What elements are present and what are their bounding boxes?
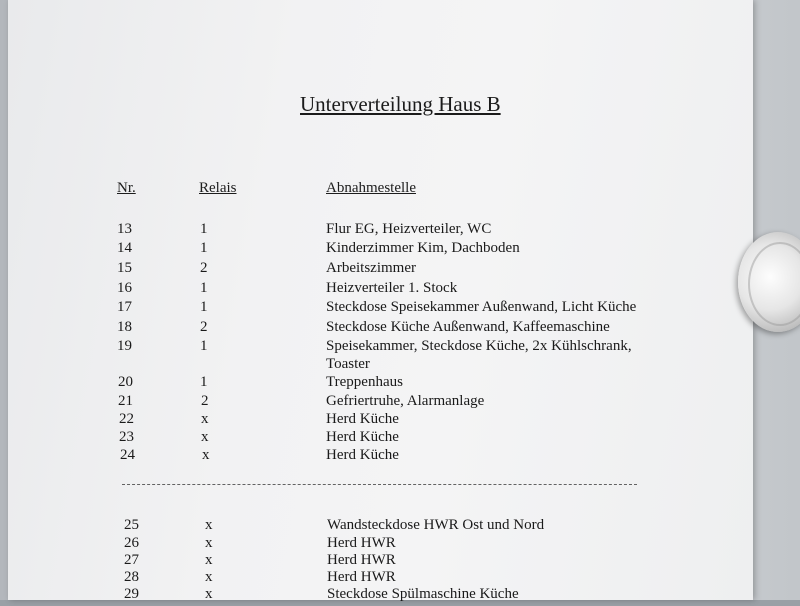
cell-nr: 13 [117,221,132,237]
cell-nr: 16 [117,280,132,296]
cell-nr: 15 [117,260,132,276]
table-row [0,393,745,413]
table-row [0,338,745,358]
cell-abnahmestelle: Herd HWR [327,535,396,551]
cell-abnahmestelle: Herd HWR [327,552,396,568]
cell-relais: x [205,569,213,585]
cell-relais: 1 [200,374,208,390]
cell-nr: 29 [124,586,139,602]
table-row [0,586,745,606]
cell-abnahmestelle: Treppenhaus [326,374,403,390]
table-row [0,280,745,300]
cell-abnahmestelle: Heizverteiler 1. Stock [326,280,458,296]
cell-nr: 25 [124,517,139,533]
cell-nr: 19 [117,338,132,354]
cell-abnahmestelle: Herd Küche [326,447,399,463]
document-title: Unterverteilung Haus B [300,92,501,116]
cell-abnahmestelle: Steckdose Speisekammer Außenwand, Licht Küche [326,299,637,315]
cell-relais: 2 [200,319,208,335]
cell-abnahmestelle: Toaster [326,356,370,372]
cell-nr: 14 [117,240,132,256]
cell-relais: 1 [200,280,208,296]
cell-abnahmestelle: Gefriertruhe, Alarmanlage [326,393,485,409]
cell-abnahmestelle: Steckdose Küche Außenwand, Kaffeemaschine [326,319,610,335]
table-row [0,299,745,319]
cell-nr: 17 [117,299,132,315]
cell-relais: 1 [200,338,208,354]
header-relais: Relais [199,180,237,196]
dashed-separator [122,484,637,485]
cell-relais: x [205,586,213,602]
table-row [0,411,745,431]
cell-abnahmestelle: Flur EG, Heizverteiler, WC [326,221,492,237]
cell-abnahmestelle: Arbeitszimmer [326,260,416,276]
cell-abnahmestelle: Herd Küche [326,429,399,445]
cell-abnahmestelle: Wandsteckdose HWR Ost und Nord [327,517,545,533]
table-row [0,319,745,339]
cell-nr: 27 [124,552,139,568]
cell-relais: x [202,447,210,463]
table-row [0,517,745,537]
cell-nr: 20 [118,374,133,390]
cell-nr: 24 [120,447,135,463]
cell-relais: 2 [201,393,209,409]
cell-nr: 28 [124,569,139,585]
cell-nr: 23 [119,429,134,445]
cell-relais: 2 [200,260,208,276]
cell-abnahmestelle: Kinderzimmer Kim, Dachboden [326,240,520,256]
cell-abnahmestelle: Herd Küche [326,411,399,427]
table-row [0,260,745,280]
table-row [0,374,745,394]
cell-relais: 1 [200,299,208,315]
header-abnahmestelle: Abnahmestelle [326,180,416,196]
cell-relais: x [201,411,209,427]
cell-nr: 21 [118,393,133,409]
table-row [0,356,745,376]
cell-relais: 1 [200,221,208,237]
cell-relais: x [205,552,213,568]
cell-abnahmestelle: Speisekammer, Steckdose Küche, 2x Kühlschrank, [326,338,632,354]
cell-nr: 26 [124,535,139,551]
cell-nr: 22 [119,411,134,427]
table-row [0,240,745,260]
table-row [0,429,745,449]
table-row [0,447,745,467]
cell-relais: x [201,429,209,445]
cell-nr: 18 [117,319,132,335]
cell-relais: 1 [200,240,208,256]
cell-relais: x [205,535,213,551]
header-nr: Nr. [117,180,136,196]
cell-abnahmestelle: Steckdose Spülmaschine Küche [327,586,519,602]
cell-abnahmestelle: Herd HWR [327,569,396,585]
table-row [0,221,745,241]
cell-relais: x [205,517,213,533]
